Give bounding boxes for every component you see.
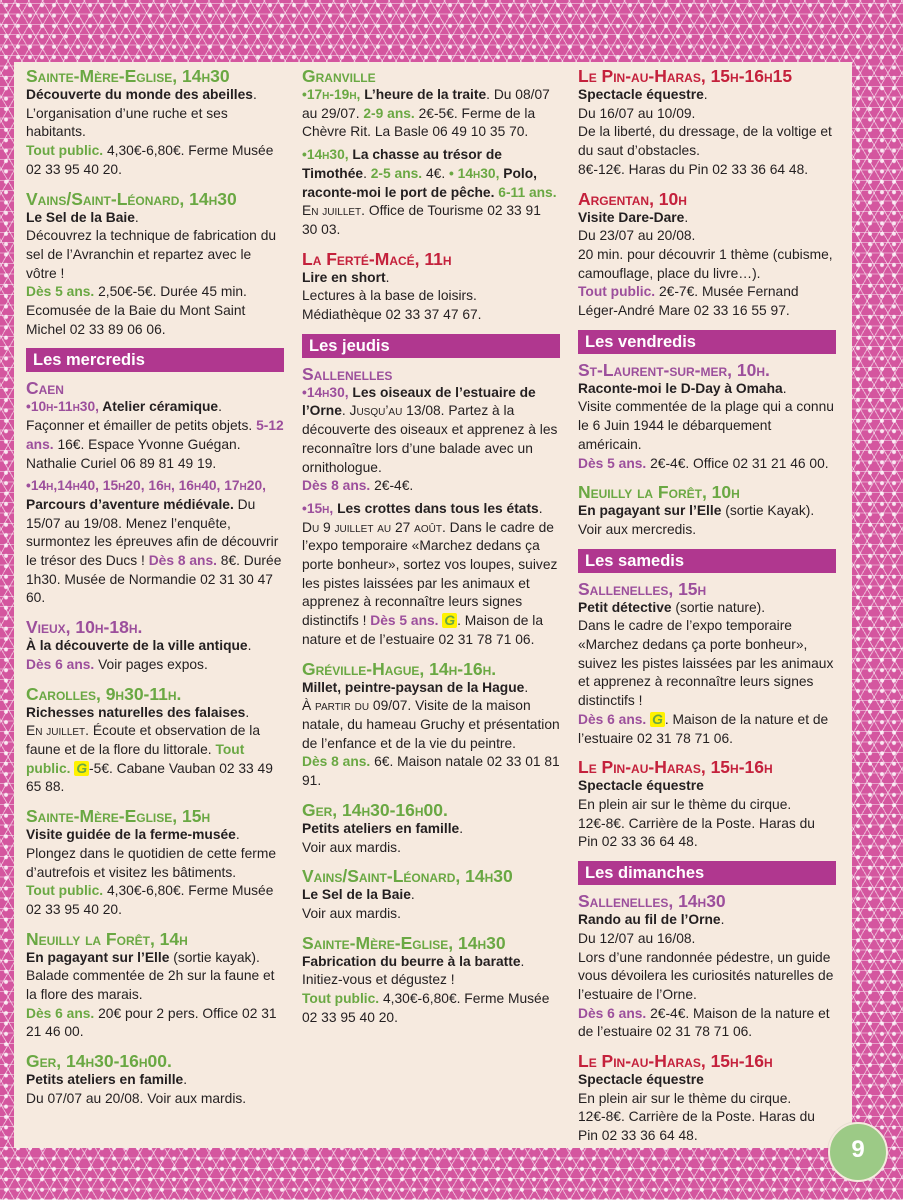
event-description: Façonner et émailler de petits objets. xyxy=(26,418,257,434)
event-title: Petits ateliers en famille xyxy=(302,820,460,836)
event-title: Spectacle équestre xyxy=(578,87,704,102)
event-entry xyxy=(302,364,560,496)
event-description: . Dans le cadre de l’expo temporaire «Marchez dedans ça porte bonheur», sortez vos loupes, suivez les pistes laissées par les animaux et apprenez à reconnaître leurs signes distinctifs ! xyxy=(302,519,558,629)
event-age: Dès 6 ans. xyxy=(26,1005,95,1021)
event-description: L’organisation d’une ruche et ses habitants. xyxy=(26,105,228,140)
event-entry xyxy=(302,800,560,857)
event-location: Vains/Saint-Léonard, 14h30 xyxy=(26,188,237,209)
event-entry xyxy=(578,757,836,852)
event-age: Dès 6 ans. xyxy=(578,711,647,727)
event-time: •14h,14h40, 15h20, 16h, 16h40, 17h20, xyxy=(26,478,266,494)
event-title-suffix: . xyxy=(245,704,250,720)
event-title: L’heure de la traite xyxy=(360,87,487,102)
event-description: Du 15/07 au 19/08. Menez l’enquête, surmontez les épreuves afin de découvrir le trésor des Ducs ! xyxy=(26,496,279,569)
event-entry xyxy=(26,378,284,473)
event-title-suffix: . xyxy=(684,209,689,225)
event-entry xyxy=(26,66,284,180)
event-location: Sainte-Mère-Eglise, 14h30 xyxy=(302,932,506,953)
event-entry xyxy=(26,806,284,920)
event-description: 20 min. pour découvrir 1 thème (cubisme, camouflage, place du livre…). xyxy=(578,246,833,281)
event-location: Sainte-Mère-Eglise, 15h xyxy=(26,806,211,827)
event-title: La chasse au trésor de Timothée xyxy=(302,147,502,181)
free-badge-icon: G xyxy=(444,613,456,629)
event-age: Dès 5 ans. xyxy=(26,284,95,300)
event-title: Richesses naturelles des falaises xyxy=(26,704,246,720)
event-entry xyxy=(302,659,560,791)
event-title: Découverte du monde des abeilles xyxy=(26,87,253,102)
event-entry xyxy=(302,933,560,1028)
event-age: Tout public. xyxy=(26,741,245,776)
event-period: En juillet xyxy=(26,723,86,739)
event-details: 2€-7€. Musée Fernand Léger-André Mare 02 33 16 55 97. xyxy=(578,284,799,319)
event-title: Petits ateliers en famille xyxy=(26,1072,184,1088)
event-location: Caen xyxy=(26,378,64,399)
event-location: Ger, 14h30-16h00. xyxy=(26,1051,172,1072)
event-title-suffix: . xyxy=(363,165,371,181)
event-location: Le Pin-au-Haras, 15h-16h15 xyxy=(578,66,793,86)
event-entry xyxy=(26,1051,284,1108)
event-details: 2€-4€. Maison de la nature et de l’estuaire 02 31 78 71 06. xyxy=(578,1005,830,1040)
event-description: Visite commentée de la plage qui a connu le 6 Juin 1944 le débarquement américain. xyxy=(578,399,834,452)
event-time: •14h30, xyxy=(302,147,349,163)
event-title-suffix: . xyxy=(538,500,543,516)
event-title-suffix: . xyxy=(218,399,222,415)
event-title: Raconte-moi le D-Day à Omaha xyxy=(578,380,783,396)
event-title: À la découverte de la ville antique xyxy=(26,638,248,654)
event-age: Dès 6 ans. xyxy=(26,656,95,672)
event-entry xyxy=(578,482,836,539)
event-time: •15h, xyxy=(302,500,334,516)
event-location: Le Pin-au-Haras, 15h-16h xyxy=(578,1051,773,1072)
event-details: 2€-4€. xyxy=(370,478,414,494)
event-description: Lors d’une randonnée pédestre, un guide vous dévoilera les curiosités naturelles de l’estuaire de l’Orne. xyxy=(578,949,834,1002)
event-description: Plongez dans le quotidien de cette ferme d’autrefois et visitez les bâtiments. xyxy=(26,845,277,880)
event-title-suffix: (sortie nature). xyxy=(671,599,766,615)
event-details: Voir pages expos. xyxy=(94,656,208,672)
event-description: Balade commentée de 2h sur la faune et la flore des marais. xyxy=(26,968,275,1003)
event-dates: Du 12/07 au 16/08. xyxy=(578,930,696,946)
event-entry xyxy=(302,146,560,240)
event-title: Visite guidée de la ferme-musée xyxy=(26,827,236,843)
event-location: Neuilly la Forêt, 10h xyxy=(578,482,740,503)
event-title: Fabrication du beurre à la baratte xyxy=(302,953,521,969)
event-dates: Du 23/07 au 20/08. xyxy=(578,228,696,244)
event-entry xyxy=(578,891,836,1042)
event-age: Tout public. xyxy=(26,883,104,899)
event-period: Du 9 juillet au 27 août xyxy=(302,519,442,535)
event-title: Millet, peintre-paysan de la Hague xyxy=(302,679,525,695)
event-title-suffix: . xyxy=(524,679,529,695)
event-title-suffix: . xyxy=(720,912,725,928)
event-entry xyxy=(578,189,836,321)
event-title: En pagayant sur l’Elle xyxy=(26,949,170,965)
event-title: Visite Dare-Dare xyxy=(578,209,685,225)
event-title-suffix: . xyxy=(252,87,257,102)
event-title-suffix: . xyxy=(410,887,415,903)
event-description: Voir aux mardis. xyxy=(302,839,401,855)
page-number: 9 xyxy=(828,1122,888,1182)
event-location: Argentan, 10h xyxy=(578,188,687,209)
event-location: Gréville-Hague, 14h-16h. xyxy=(302,658,497,679)
event-details: . Maison de la nature et de l’estuaire 02 31 78 71 06. xyxy=(302,613,543,647)
event-entry xyxy=(578,579,836,749)
event-description: Lectures à la base de loisirs. Médiathèque 02 33 37 47 67. xyxy=(302,288,482,323)
event-location: Le Pin-au-Haras, 15h-16h xyxy=(578,757,773,778)
event-description: Initiez-vous et dégustez ! xyxy=(302,972,455,988)
event-title: Le Sel de la Baie xyxy=(302,887,411,903)
event-title-suffix: . xyxy=(385,269,390,285)
event-title-suffix: . xyxy=(134,209,139,225)
event-location: Sallenelles, 14h30 xyxy=(578,891,726,912)
event-details: 4,30€-6,80€. Ferme Musée 02 33 95 40 20. xyxy=(26,883,274,917)
section-band-wednesdays: Les mercredis xyxy=(26,348,284,372)
event-details: -5€. Cabane Vauban 02 33 49 65 88. xyxy=(26,760,273,795)
event-details: 4,30€-6,80€. Ferme Musée 02 33 95 40 20. xyxy=(302,991,550,1025)
section-band-sundays: Les dimanches xyxy=(578,861,836,885)
event-time: •17h-19h, xyxy=(302,87,361,102)
event-location: La Ferté-Macé, 11h xyxy=(302,248,452,269)
event-description: 09/07. Visite de la maison natale, du hameau Gruchy et présentation de l’enfance et de la vie du peintre. xyxy=(302,698,560,751)
free-badge-icon: G xyxy=(76,760,88,776)
event-title-suffix: . xyxy=(235,827,240,843)
event-age: Dès 8 ans. xyxy=(148,553,217,569)
event-entry xyxy=(578,66,836,180)
event-details: 8€-12€. Haras du Pin 02 33 36 64 48. xyxy=(578,161,809,177)
event-title-suffix: . xyxy=(247,638,252,654)
event-age: Tout public. xyxy=(302,991,380,1007)
event-description: De la liberté, du dressage, de la voltige et du saut d’obstacles. xyxy=(578,124,832,159)
event-details: 2€-5€. Ferme de la Chèvre Rit. La Basle 06 49 10 35 70. xyxy=(302,105,536,140)
event-entry xyxy=(26,684,284,798)
event-title-suffix: . xyxy=(520,953,525,969)
event-entry xyxy=(302,66,560,142)
event-title-suffix: . xyxy=(183,1072,188,1088)
event-period: À partir du xyxy=(302,698,370,714)
event-details: . Maison de la nature et de l’estuaire 02 31 78 71 06. xyxy=(578,711,829,746)
event-title-suffix: . xyxy=(459,820,464,836)
event-age: Tout public. xyxy=(578,284,656,300)
event-age: Dès 8 ans. xyxy=(302,478,371,494)
event-entry xyxy=(26,189,284,340)
event-title: Les oiseaux de l’estuaire de l’Orne xyxy=(302,384,536,419)
event-details: 16€. Espace Yvonne Guégan. Nathalie Curiel 06 89 81 49 19. xyxy=(26,436,241,471)
event-description: Voir aux mercredis. xyxy=(578,521,697,537)
event-title-suffix: (sortie Kayak). xyxy=(721,503,815,519)
event-title-suffix: . xyxy=(782,380,787,396)
event-title: Les crottes dans tous les états xyxy=(333,500,539,516)
event-entry xyxy=(302,249,560,325)
event-title: Spectacle équestre xyxy=(578,1072,704,1088)
event-entry xyxy=(26,929,284,1043)
event-price: 4€. xyxy=(422,165,449,181)
event-description: 13/08. Partez à la découverte des oiseaux et apprenez à les reconnaître lors d’une balade avec un ornithologue. xyxy=(302,403,558,475)
event-description: En plein air sur le thème du cirque. 12€-8€. Carrière de la Poste. Haras du Pin 02 33 36 64 48. xyxy=(578,796,815,850)
event-description: Découvrez la technique de fabrication du sel de l’Avranchin et repartez avec le vôtre ! xyxy=(26,228,277,281)
event-age: Tout public. xyxy=(26,143,104,159)
event-location: Vieux, 10h-18h. xyxy=(26,617,143,638)
event-entry xyxy=(578,1051,836,1146)
page-panel xyxy=(14,62,852,1148)
event-age: 6-11 ans. xyxy=(494,184,557,200)
column-1 xyxy=(26,66,284,1118)
event-location: Ger, 14h30-16h00. xyxy=(302,799,448,820)
event-location: Sallenelles, 15h xyxy=(578,578,707,599)
event-details: 4,30€-6,80€. Ferme Musée 02 33 95 40 20. xyxy=(26,143,274,177)
event-location: Sallenelles xyxy=(302,363,393,384)
event-description: Dans le cadre de l’expo temporaire «Marchez dedans ça porte bonheur», suivez les pistes laissées par les animaux et apprenez à reconnaître leurs signes distinctifs ! xyxy=(578,618,834,709)
free-badge-icon: G xyxy=(652,711,663,727)
event-title-suffix: (sortie kayak). xyxy=(169,949,260,965)
event-title: Petit détective xyxy=(578,599,672,615)
event-description: En plein air sur le thème du cirque. 12€-8€. Carrière de la Poste. Haras du Pin 02 33 36 64 48. xyxy=(578,1090,815,1144)
event-title: En pagayant sur l’Elle xyxy=(578,503,722,519)
event-details: 2,50€-5€. Durée 45 min. Ecomusée de la Baie du Mont Saint Michel 02 33 89 06 06. xyxy=(26,284,247,337)
event-description: Voir aux mardis. xyxy=(302,905,401,921)
event-title-suffix: . xyxy=(486,87,490,102)
event-age: Dès 6 ans. xyxy=(578,1005,647,1021)
event-title-suffix: . xyxy=(703,87,708,102)
event-title: Lire en short xyxy=(302,269,386,285)
event-title: Spectacle équestre xyxy=(578,778,704,794)
event-description: Du 08/07 au 29/07. xyxy=(302,87,550,121)
event-age: Dès 8 ans. xyxy=(302,754,371,770)
event-entry xyxy=(302,500,560,650)
event-entry xyxy=(26,477,284,608)
section-band-fridays: Les vendredis xyxy=(578,330,836,354)
event-details: 20€ pour 2 pers. Office 02 31 21 46 00. xyxy=(26,1005,277,1040)
event-entry xyxy=(26,617,284,674)
event-time: • 14h30, xyxy=(449,165,500,181)
event-location: Carolles, 9h30-11h. xyxy=(26,683,182,704)
event-age: 5-12 ans. xyxy=(26,418,284,452)
event-dates: Du 16/07 au 10/09. xyxy=(578,105,696,121)
event-time: •10h-11h30, xyxy=(26,399,99,415)
event-age: Dès 5 ans. xyxy=(370,613,439,629)
event-title: Parcours d’aventure médiévale. xyxy=(26,496,234,512)
event-location: Vains/Saint-Léonard, 14h30 xyxy=(302,866,513,887)
event-description: . Écoute et observation de la faune et de la flore du littorale. xyxy=(26,723,261,757)
event-period: Jusqu’au xyxy=(345,403,403,419)
event-title: Polo, raconte-moi le port de pêche. xyxy=(302,165,537,200)
event-time: •14h30, xyxy=(302,384,349,400)
event-title: Atelier céramique xyxy=(98,399,219,415)
event-location: Neuilly la Forêt, 14h xyxy=(26,928,188,949)
event-age: 2-5 ans. xyxy=(370,165,423,181)
event-location: St-Laurent-sur-mer, 10h. xyxy=(578,359,770,380)
event-title: Rando au fil de l’Orne xyxy=(578,912,721,928)
event-entry xyxy=(578,360,836,474)
event-details: 6€. Maison natale 02 33 01 81 91. xyxy=(302,754,560,789)
section-band-thursdays: Les jeudis xyxy=(302,334,560,358)
event-location: Granville xyxy=(302,66,376,86)
event-age: Dès 5 ans. xyxy=(578,455,647,471)
event-title: Le Sel de la Baie xyxy=(26,209,135,225)
event-details: . Office de Tourisme 02 33 91 30 03. xyxy=(302,203,541,237)
event-age: 2-9 ans. xyxy=(363,105,415,121)
column-3 xyxy=(578,66,836,1155)
event-description: Du 07/07 au 20/08. Voir aux mardis. xyxy=(26,1090,247,1106)
event-title-suffix: . xyxy=(341,403,346,419)
event-details: 8€. Durée 1h30. Musée de Normandie 02 31 30 47 60. xyxy=(26,553,282,606)
event-period: En juillet xyxy=(302,203,362,219)
event-details: 2€-4€. Office 02 31 21 46 00. xyxy=(646,455,829,471)
section-band-saturdays: Les samedis xyxy=(578,549,836,573)
event-entry xyxy=(302,866,560,923)
event-location: Sainte-Mère-Eglise, 14h30 xyxy=(26,66,230,86)
column-2 xyxy=(302,66,560,1036)
